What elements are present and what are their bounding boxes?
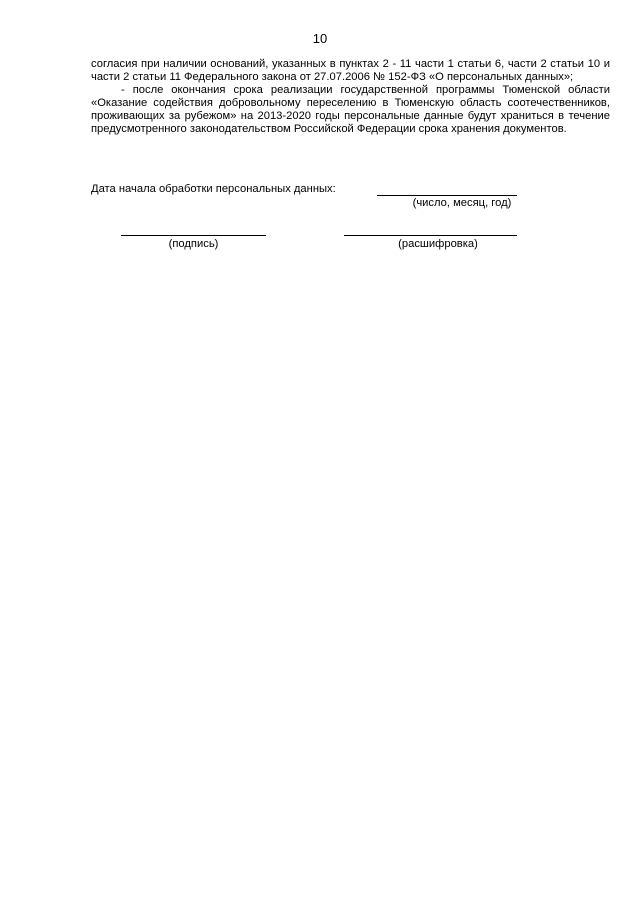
paragraph-consent-grounds: согласия при наличии оснований, указанных в пунктах 2 - 11 части 1 статьи 6, части 2 статьи 10 и части 2 статьи 11 Федерального закона от 27.07.2006 № 152-ФЗ «О персональных данных»; xyxy=(91,58,610,83)
signature-caption: (подпись) xyxy=(168,238,219,250)
date-start-label: Дата начала обработки персональных данных: xyxy=(91,183,336,195)
page-number: 10 xyxy=(312,31,328,46)
date-caption: (число, месяц, год) xyxy=(412,197,512,209)
decryption-caption: (расшифровка) xyxy=(398,238,478,250)
date-input-line xyxy=(377,195,517,196)
signature-line xyxy=(121,235,266,236)
paragraph-storage-term: - после окончания срока реализации государственной программы Тюменской области «Оказание содействия добровольному переселению в Тюменскую область соотечественников, проживающих за рубежом» на 2013-2020 годы персональные данные будут храниться в течение предусмотренного законодательством Российской Федерации срока хранения документов. xyxy=(91,84,610,135)
body-text xyxy=(91,58,610,136)
decryption-line xyxy=(344,235,517,236)
